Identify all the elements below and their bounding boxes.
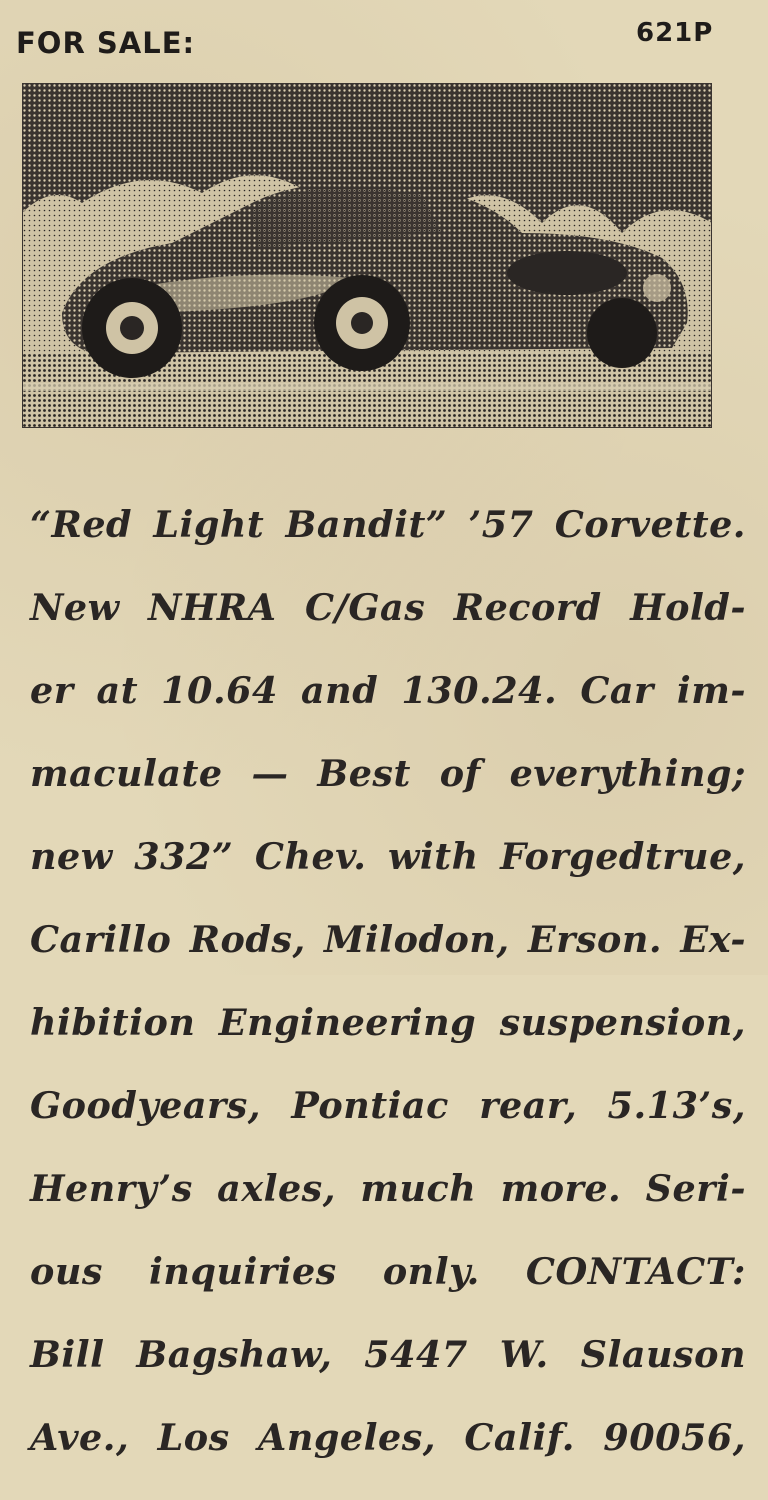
ad-line: “Red Light Bandit” ’57 Corvette. — [30, 502, 746, 546]
ad-line: maculate — Best of everything; — [30, 751, 746, 795]
ad-line: new 332” Chev. with Forgedtrue, — [30, 834, 746, 878]
ad-number: 621P — [636, 18, 714, 48]
ad-line: Carillo Rods, Milodon, Erson. Ex- — [30, 917, 746, 961]
ad-line: New NHRA C/Gas Record Hold- — [30, 585, 746, 629]
ad-line: Goodyears, Pontiac rear, 5.13’s, — [30, 1083, 746, 1127]
ad-line: Henry’s axles, much more. Seri- — [30, 1166, 746, 1210]
section-heading: FOR SALE: — [16, 26, 196, 60]
car-photo — [22, 83, 712, 428]
classified-ad-body — [30, 462, 746, 1500]
ad-line: Ave., Los Angeles, Calif. 90056, — [30, 1415, 746, 1459]
ad-line: ous inquiries only. CONTACT: — [30, 1249, 746, 1293]
ad-line: Bill Bagshaw, 5447 W. Slauson — [30, 1332, 746, 1376]
ad-line: er at 10.64 and 130.24. Car im- — [30, 668, 746, 712]
ad-line: hibition Engineering suspension, — [30, 1000, 746, 1044]
